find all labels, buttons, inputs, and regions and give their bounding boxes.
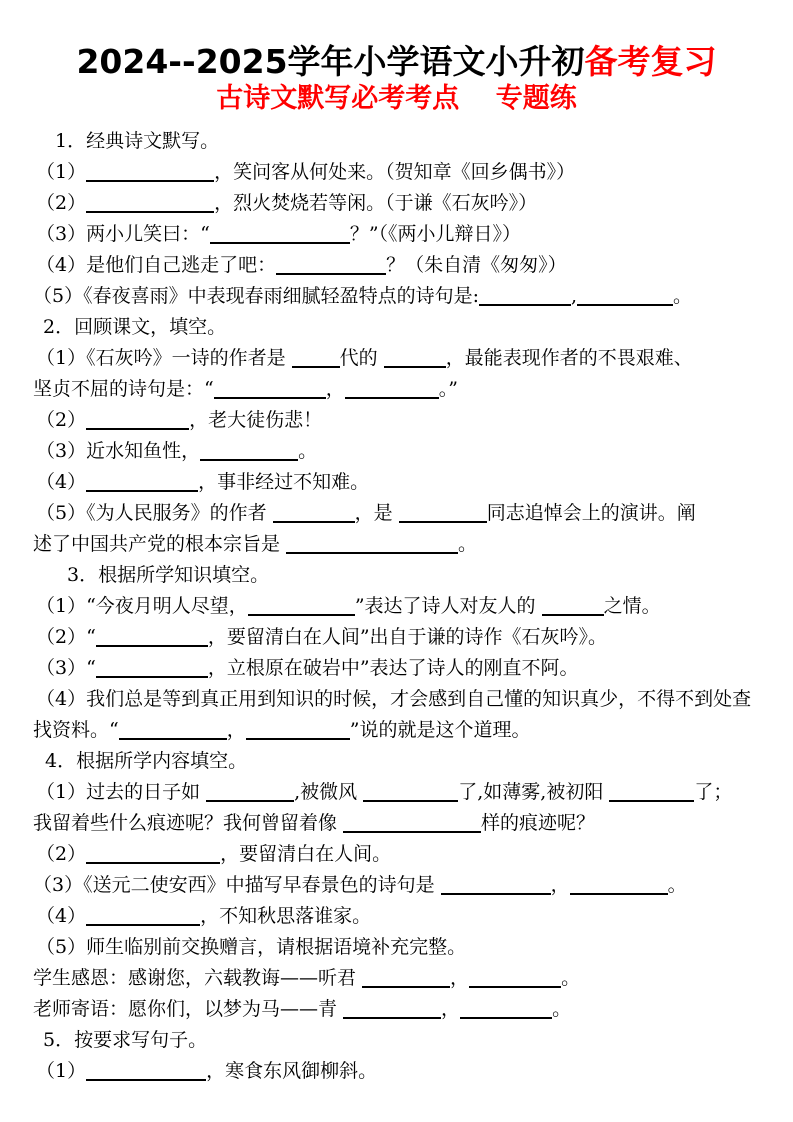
text-segment: 1．经典诗文默写。 (55, 130, 220, 152)
text-segment: （2） (36, 409, 87, 431)
text-segment: （4） (36, 905, 87, 927)
text-segment: ”表达了诗人对友人的 (354, 595, 542, 617)
fill-in-blank (210, 227, 350, 244)
question-4-item-2 (33, 839, 763, 870)
text-segment: （2） (36, 192, 87, 214)
question-3-item-3 (33, 653, 763, 684)
text-segment: ， (550, 874, 570, 896)
text-segment: （5）《为人民服务》的作者 (36, 502, 273, 524)
question-2-item-1-cont (33, 374, 763, 405)
text-segment: 。 (673, 285, 693, 307)
fill-in-blank (570, 878, 668, 895)
fill-in-blank (96, 661, 208, 678)
question-3-item-2 (33, 622, 763, 653)
question-2-header (33, 312, 763, 343)
text-segment: ？（朱自清《匆匆》） (386, 254, 567, 276)
fill-in-blank (384, 351, 446, 368)
fill-in-blank (345, 382, 439, 399)
text-segment: , (571, 285, 578, 307)
text-segment: ， (226, 719, 246, 741)
text-segment: （4） (36, 471, 87, 493)
question-4-item-5-student (33, 963, 763, 994)
fill-in-blank (86, 847, 220, 864)
text-segment: ， (450, 967, 470, 989)
fill-in-blank (96, 630, 208, 647)
question-1-item-1 (33, 157, 763, 188)
text-segment: ”说的就是这个道理。 (349, 719, 531, 741)
fill-in-blank (276, 258, 386, 275)
text-segment: 。 (552, 998, 572, 1020)
fill-in-blank (399, 506, 487, 523)
question-4-item-1 (33, 777, 763, 808)
fill-in-blank (206, 785, 294, 802)
fill-in-blank (542, 599, 604, 616)
fill-in-blank (248, 599, 355, 616)
text-segment: ，笑问客从何处来。（贺知章《回乡偶书》） (214, 161, 576, 183)
text-segment: ，要留清白在人间。 (220, 843, 392, 865)
question-3-item-4 (33, 684, 763, 715)
text-segment: ，最能表现作者的不畏艰难、 (445, 347, 693, 369)
text-segment: （1）“今夜月明人尽望， (36, 595, 248, 617)
text-segment: 了,如薄雾,被初阳 (458, 781, 610, 803)
text-segment: 坚贞不屈的诗句是：“ (33, 378, 214, 400)
text-segment: 2．回顾课文，填空。 (43, 316, 227, 338)
text-segment: 3．根据所学知识填空。 (67, 564, 270, 586)
question-1-header (33, 126, 763, 157)
question-2-item-3 (33, 436, 763, 467)
text-segment: （1）《石灰吟》一诗的作者是 (36, 347, 292, 369)
fill-in-blank (343, 816, 481, 833)
text-segment: 学生感恩：感谢您，六载教诲——听君 (33, 967, 363, 989)
text-segment: 。 (458, 533, 478, 555)
text-segment: （3）近水知鱼性， (36, 440, 201, 462)
fill-in-blank (292, 351, 340, 368)
text-segment: 了； (694, 781, 733, 803)
question-2-item-4 (33, 467, 763, 498)
text-segment: （3）两小儿笑曰：“ (36, 223, 210, 245)
question-1-item-2 (33, 188, 763, 219)
text-segment: ，烈火焚烧若等闲。（于谦《石灰吟》） (214, 192, 538, 214)
fill-in-blank (86, 475, 198, 492)
text-segment: 。” (438, 378, 458, 400)
question-4-item-5 (33, 932, 763, 963)
question-1-item-4 (33, 250, 763, 281)
fill-in-blank (86, 909, 200, 926)
fill-in-blank (460, 1002, 552, 1019)
question-1-item-5 (33, 281, 763, 312)
question-1-item-3 (33, 219, 763, 250)
text-segment: 代的 (339, 347, 384, 369)
fill-in-blank (119, 723, 227, 740)
text-segment: 样的痕迹呢？ (481, 812, 596, 834)
text-segment: （2）“ (36, 626, 96, 648)
question-3-header (33, 560, 763, 591)
fill-in-blank (609, 785, 694, 802)
fill-in-blank (246, 723, 350, 740)
text-segment: （2） (36, 843, 87, 865)
question-3-item-4-cont (33, 715, 763, 746)
text-segment: ，不知秋思落谁家。 (200, 905, 372, 927)
question-4-item-1-cont (33, 808, 763, 839)
text-segment: （1）过去的日子如 (36, 781, 207, 803)
fill-in-blank (363, 785, 458, 802)
text-segment: （5）师生临别前交换赠言，请根据语境补充完整。 (36, 936, 467, 958)
fill-in-blank (479, 289, 571, 306)
text-segment: 5．按要求写句子。 (43, 1029, 208, 1051)
fill-in-blank (273, 506, 355, 523)
text-segment: （5）《春夜喜雨》中表现春雨细腻轻盈特点的诗句是: (33, 285, 479, 307)
text-segment: 之情。 (603, 595, 661, 617)
document-lines (0, 116, 793, 1087)
fill-in-blank (362, 971, 450, 988)
fill-in-blank (469, 971, 561, 988)
text-segment: 述了中国共产党的根本宗旨是 (33, 533, 287, 555)
text-segment: 。 (667, 874, 687, 896)
question-2-item-1 (33, 343, 763, 374)
fill-in-blank (441, 878, 551, 895)
question-5-header (33, 1025, 763, 1056)
fill-in-blank (343, 1002, 441, 1019)
question-4-item-3 (33, 870, 763, 901)
question-4-item-5-teacher (33, 994, 763, 1025)
text-segment: （1） (36, 161, 87, 183)
fill-in-blank (200, 444, 298, 461)
document-title (0, 42, 793, 82)
fill-in-blank (214, 382, 326, 399)
text-segment: ，要留清白在人间”出自于谦的诗作《石灰吟》。 (207, 626, 608, 648)
text-segment: 。 (298, 440, 318, 462)
text-segment: ,被微风 (294, 781, 364, 803)
text-segment: 。 (561, 967, 581, 989)
question-2-item-5-cont (33, 529, 763, 560)
fill-in-blank (577, 289, 673, 306)
title-red-part: 备考复习 (584, 42, 717, 81)
question-4-header (33, 746, 763, 777)
question-5-item-1 (33, 1056, 763, 1087)
text-segment: ，寒食东风御柳斜。 (206, 1060, 378, 1082)
fill-in-blank (86, 413, 189, 430)
question-4-item-4 (33, 901, 763, 932)
text-segment: （1） (36, 1060, 87, 1082)
question-3-item-1 (33, 591, 763, 622)
text-segment: （3）《送元二使安西》中描写早春景色的诗句是 (33, 874, 441, 896)
text-segment: ， (325, 378, 345, 400)
text-segment: （4）是他们自己逃走了吧： (36, 254, 277, 276)
fill-in-blank (286, 537, 458, 554)
title-year-part: 2024--2025学年小学语文小升初 (76, 42, 585, 81)
question-2-item-5 (33, 498, 763, 529)
document-subtitle: 古诗文默写必考考点 专题练 (216, 83, 577, 114)
text-segment: ，事非经过不知难。 (198, 471, 370, 493)
text-segment: ，老大徒伤悲！ (189, 409, 323, 431)
text-segment: ？”（《两小儿辩日》） (349, 223, 522, 245)
text-segment: 4．根据所学内容填空。 (45, 750, 248, 772)
text-segment: （3）“ (36, 657, 96, 679)
fill-in-blank (86, 165, 214, 182)
text-segment: ， (441, 998, 461, 1020)
question-2-item-2 (33, 405, 763, 436)
text-segment: ，是 (354, 502, 399, 524)
text-segment: （4）我们总是等到真正用到知识的时候，才会感到自己懂的知识真少，不得不到处查 (36, 688, 752, 710)
fill-in-blank (86, 1064, 206, 1081)
text-segment: 老师寄语：愿你们，以梦为马——青 (33, 998, 344, 1020)
text-segment: 同志追悼会上的演讲。阐 (486, 502, 696, 524)
text-segment: 找资料。“ (33, 719, 119, 741)
text-segment: 我留着些什么痕迹呢？我何曾留着像 (33, 812, 344, 834)
text-segment: ，立根原在破岩中”表达了诗人的刚直不阿。 (207, 657, 579, 679)
fill-in-blank (86, 196, 214, 213)
